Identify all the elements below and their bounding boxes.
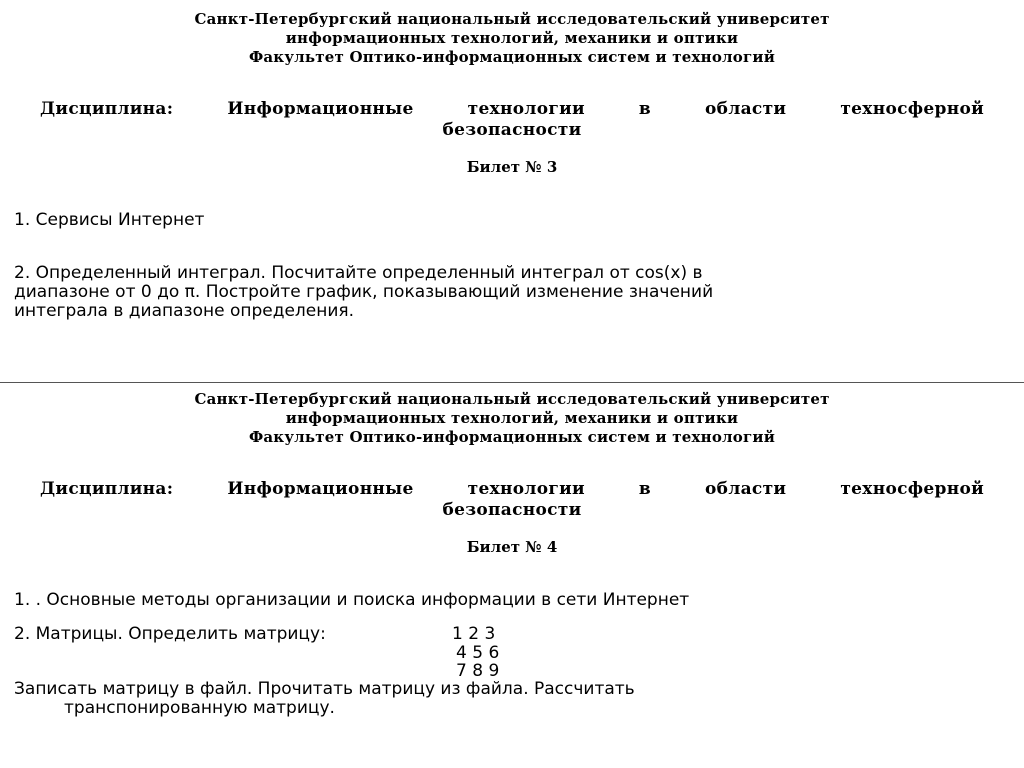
header-line: информационных технологий, механики и оптики: [285, 409, 739, 427]
header-line: Факультет Оптико-информационных систем и технологий: [248, 428, 776, 446]
header-line: Факультет Оптико-информационных систем и технологий: [248, 48, 776, 66]
discipline-title: [40, 479, 984, 521]
ticket-3: [0, 0, 1024, 380]
discipline-line: безопасности: [442, 120, 582, 140]
ticket-number: Билет № 4: [466, 538, 558, 556]
header-line: Санкт-Петербургский национальный исследовательский университет: [194, 10, 830, 28]
discipline-line: Дисциплина: Информационные технологии в области техносферной: [40, 479, 984, 499]
matrix-row: 4 5 6: [456, 643, 500, 663]
header-line: информационных технологий, механики и оптики: [285, 29, 739, 47]
question-2-rest: [14, 680, 1004, 718]
question-text: 2. Определенный интеграл. Посчитайте определенный интеграл от cos(x) в: [14, 263, 703, 283]
ticket-4: [0, 384, 1024, 768]
question-text: 1. Сервисы Интернет: [14, 210, 205, 230]
question-text: диапазоне от 0 до π. Постройте график, показывающий изменение значений: [14, 282, 714, 302]
university-header: [0, 10, 1024, 67]
question-text: интеграла в диапазоне определения.: [14, 301, 355, 321]
question-2-label: [14, 625, 1004, 644]
question-text: Записать матрицу в файл. Прочитать матрицу из файла. Рассчитать: [14, 679, 635, 699]
discipline-title: [40, 99, 984, 141]
header-line: Санкт-Петербургский национальный исследовательский университет: [194, 390, 830, 408]
question-1: [14, 211, 1004, 230]
university-header: [0, 390, 1024, 447]
question-1: [14, 591, 1004, 610]
matrix-row: 1 2 3: [452, 624, 496, 644]
discipline-line: безопасности: [442, 500, 582, 520]
question-2: [14, 264, 1004, 321]
discipline-line: Дисциплина: Информационные технологии в области техносферной: [40, 99, 984, 119]
question-text: 1. . Основные методы организации и поиска информации в сети Интернет: [14, 590, 690, 610]
question-text: транспонированную матрицу.: [64, 698, 335, 718]
ticket-number: Билет № 3: [466, 158, 558, 176]
ticket-divider: [0, 382, 1024, 383]
matrix-row: 7 8 9: [456, 661, 500, 681]
question-text: 2. Матрицы. Определить матрицу:: [14, 624, 326, 644]
